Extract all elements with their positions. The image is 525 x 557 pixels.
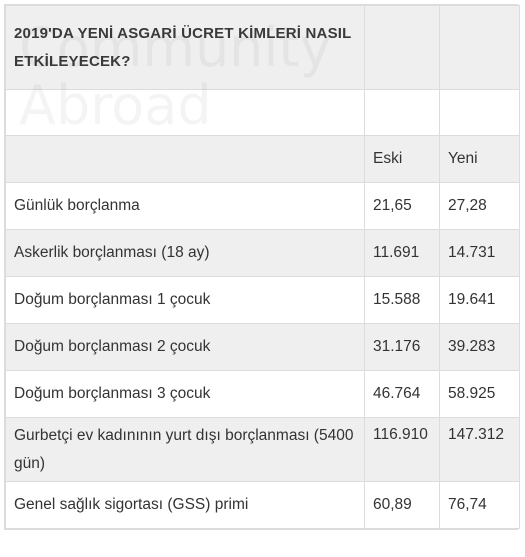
row-new-value: 58.925 bbox=[440, 371, 520, 418]
row-label: Doğum borçlanması 3 çocuk bbox=[6, 371, 365, 418]
row-new-value: 14.731 bbox=[440, 230, 520, 277]
row-old-value: 116.910 bbox=[365, 418, 440, 482]
table-row bbox=[6, 371, 520, 418]
row-old-value: 15.588 bbox=[365, 277, 440, 324]
row-label: Günlük borçlanma bbox=[6, 183, 365, 230]
row-old-value: 46.764 bbox=[365, 371, 440, 418]
row-label: Doğum borçlanması 1 çocuk bbox=[6, 277, 365, 324]
row-old-value: 11.691 bbox=[365, 230, 440, 277]
table-row bbox=[6, 277, 520, 324]
row-label: Doğum borçlanması 2 çocuk bbox=[6, 324, 365, 371]
title-row bbox=[6, 6, 520, 90]
minimum-wage-table bbox=[5, 5, 520, 529]
row-new-value: 19.641 bbox=[440, 277, 520, 324]
header-old: Eski bbox=[365, 136, 440, 183]
title-empty-cell bbox=[440, 6, 520, 90]
row-new-value: 147.312 bbox=[440, 418, 520, 482]
blank-cell bbox=[6, 90, 365, 136]
row-label: Gurbetçi ev kadınının yurt dışı borçlanması (5400 gün) bbox=[6, 418, 365, 482]
row-old-value: 31.176 bbox=[365, 324, 440, 371]
header-empty-cell bbox=[6, 136, 365, 183]
row-new-value: 39.283 bbox=[440, 324, 520, 371]
table-row bbox=[6, 482, 520, 529]
row-new-value: 27,28 bbox=[440, 183, 520, 230]
row-old-value: 60,89 bbox=[365, 482, 440, 529]
table-row bbox=[6, 230, 520, 277]
table-container bbox=[4, 4, 518, 530]
row-old-value: 21,65 bbox=[365, 183, 440, 230]
blank-cell bbox=[365, 90, 440, 136]
table-row bbox=[6, 324, 520, 371]
header-row bbox=[6, 136, 520, 183]
header-new: Yeni bbox=[440, 136, 520, 183]
table-title: 2019'DA YENİ ASGARİ ÜCRET KİMLERİ NASIL ETKİLEYECEK? bbox=[6, 6, 365, 90]
row-new-value: 76,74 bbox=[440, 482, 520, 529]
blank-row bbox=[6, 90, 520, 136]
blank-cell bbox=[440, 90, 520, 136]
row-label: Askerlik borçlanması (18 ay) bbox=[6, 230, 365, 277]
title-empty-cell bbox=[365, 6, 440, 90]
table-row bbox=[6, 183, 520, 230]
row-label: Genel sağlık sigortası (GSS) primi bbox=[6, 482, 365, 529]
table-row bbox=[6, 418, 520, 482]
